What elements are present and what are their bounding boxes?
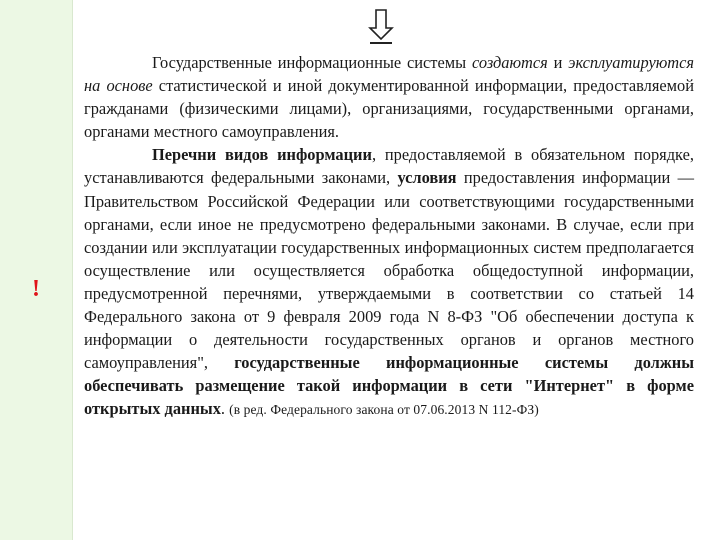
document-body <box>84 51 694 422</box>
p2-bold-open-data: государственные информационные системы должны обеспечивать размещение такой информации в сети "Интернет" в форме открытых данных <box>84 353 695 419</box>
down-arrow-icon <box>368 8 394 46</box>
p2-text-3: . <box>220 399 230 419</box>
p2-bold-conditions: условия <box>397 168 457 188</box>
p1-italic-created: создаются <box>471 53 548 72</box>
paragraph-information-lists <box>84 143 694 421</box>
exclamation-icon: ! <box>32 276 40 302</box>
left-sidebar <box>0 0 73 540</box>
p1-text-2: и <box>547 53 569 72</box>
p2-bold-lists: Перечни видов информации <box>152 145 372 165</box>
p1-text-3: статистической и иной документированной информации, предоставляемой гражданами (физическими лицами), организациями, государственными органами, органами местного самоуправления. <box>84 76 694 142</box>
p2-text-2: предоставления информации — Правительством Российской Федерации или соответствующими государственными органами, если иное не предусмотрено федеральными законами. В случае, если при создании или эксплуатации государственных информационных систем предполагается осуществление или осуществляется обработка общедоступной информации, предусмотренной перечнями, утверждаемыми в соответствии со статьей 14 Федерального закона от 9 февраля 2009 года N 8-ФЗ "Об обеспечении доступа к информации о деятельности государственных органов и органов местного самоуправления", <box>84 168 694 373</box>
p2-text-1: , предоставляемой в обязательном порядке, устанавливаются федеральными законами, <box>84 145 694 188</box>
p1-italic-operated: эксплуатируются на основе <box>84 53 695 96</box>
p1-text-1: Государственные информационные системы <box>152 53 472 72</box>
p2-amendment-note: (в ред. Федерального закона от 07.06.2013 N 112-ФЗ) <box>229 402 539 418</box>
paragraph-systems-creation <box>84 51 694 143</box>
